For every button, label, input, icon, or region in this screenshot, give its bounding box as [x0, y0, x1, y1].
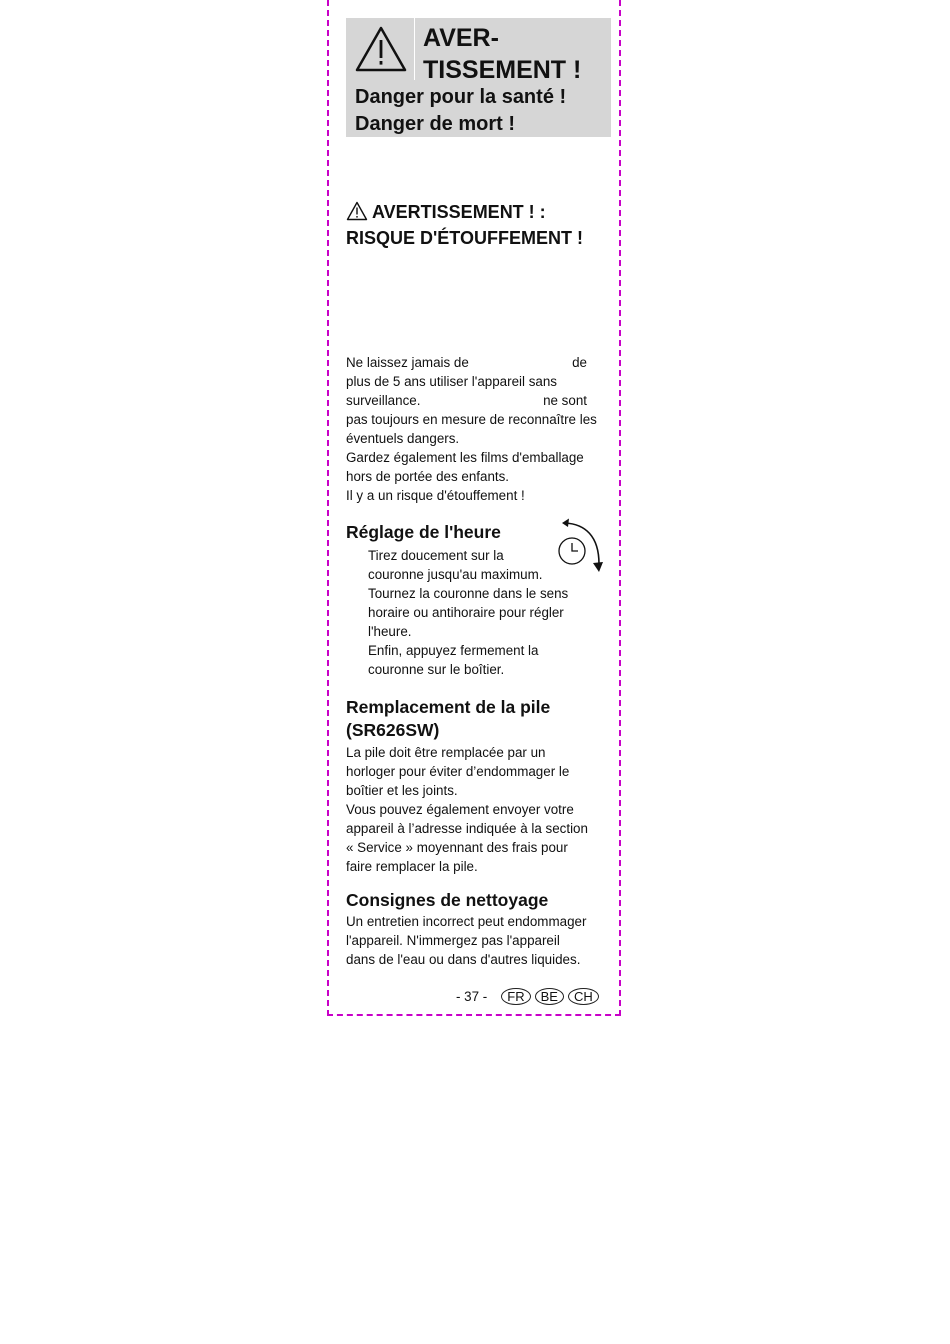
text-line: surveillance. [346, 393, 421, 408]
battery-paragraph [346, 743, 608, 876]
text-line: faire remplacer la pile. [346, 859, 478, 874]
warning-title-line: TISSEMENT ! [423, 56, 582, 84]
text-line: l'appareil. N'immergez pas l'appareil [346, 933, 560, 948]
cleaning-paragraph [346, 912, 608, 969]
text-line: horloger pour éviter d’endommager le [346, 764, 570, 779]
choking-warning-line: AVERTISSEMENT ! : [372, 202, 546, 222]
text-line: ne sont [543, 393, 587, 408]
warning-title [423, 22, 608, 86]
text-line: boîtier et les joints. [346, 783, 458, 798]
country-badge: FR [501, 988, 530, 1005]
country-badge: BE [535, 988, 564, 1005]
page-footer [456, 985, 599, 1007]
text-line: de [572, 355, 587, 370]
choking-warning-line: RISQUE D'ÉTOUFFEMENT ! [346, 228, 583, 248]
warning-subtitle-line: Danger pour la santé ! [355, 86, 567, 108]
text-line: Gardez également les films d'emballage [346, 450, 584, 465]
text-line: pas toujours en mesure de reconnaître les [346, 412, 597, 427]
children-safety-paragraph [346, 353, 608, 505]
text-line: Tirez doucement sur la [368, 548, 504, 563]
time-setting-steps [368, 546, 608, 679]
text-line: Un entretien incorrect peut endommager [346, 914, 587, 929]
warning-triangle-icon [346, 201, 368, 221]
time-setting-heading: Réglage de l'heure [346, 522, 501, 542]
warning-box [346, 18, 611, 137]
warning-title-line: AVER- [423, 24, 499, 52]
battery-heading-line: (SR626SW) [346, 720, 440, 740]
cleaning-heading: Consignes de nettoyage [346, 890, 549, 910]
warning-icon-cell [346, 18, 415, 80]
text-line: appareil à l’adresse indiquée à la section [346, 821, 588, 836]
text-line: couronne sur le boîtier. [368, 662, 505, 677]
text-line: « Service » moyennant des frais pour [346, 840, 568, 855]
page-number: - 37 - [456, 988, 488, 1004]
text-line: couronne jusqu'au maximum. [368, 567, 543, 582]
warning-triangle-icon [354, 24, 408, 74]
warning-subtitle [355, 84, 566, 138]
text-line: Tournez la couronne dans le sens [368, 586, 569, 601]
text-line: Ne laissez jamais de [346, 355, 469, 370]
country-badge: CH [568, 988, 599, 1005]
text-line: horaire ou antihoraire pour régler [368, 605, 564, 620]
text-line: plus de 5 ans utiliser l'appareil sans [346, 374, 557, 389]
text-line: éventuels dangers. [346, 431, 460, 446]
choking-warning [346, 199, 611, 251]
text-line: hors de portée des enfants. [346, 469, 510, 484]
text-line: Enfin, appuyez fermement la [368, 643, 539, 658]
text-line: Vous pouvez également envoyer votre [346, 802, 574, 817]
text-line: Il y a un risque d'étouffement ! [346, 488, 525, 503]
text-line: dans de l'eau ou dans d'autres liquides. [346, 952, 581, 967]
text-line: l'heure. [368, 624, 412, 639]
battery-heading [346, 696, 550, 742]
warning-subtitle-line: Danger de mort ! [355, 113, 516, 135]
text-line: La pile doit être remplacée par un [346, 745, 546, 760]
battery-heading-line: Remplacement de la pile [346, 697, 551, 717]
